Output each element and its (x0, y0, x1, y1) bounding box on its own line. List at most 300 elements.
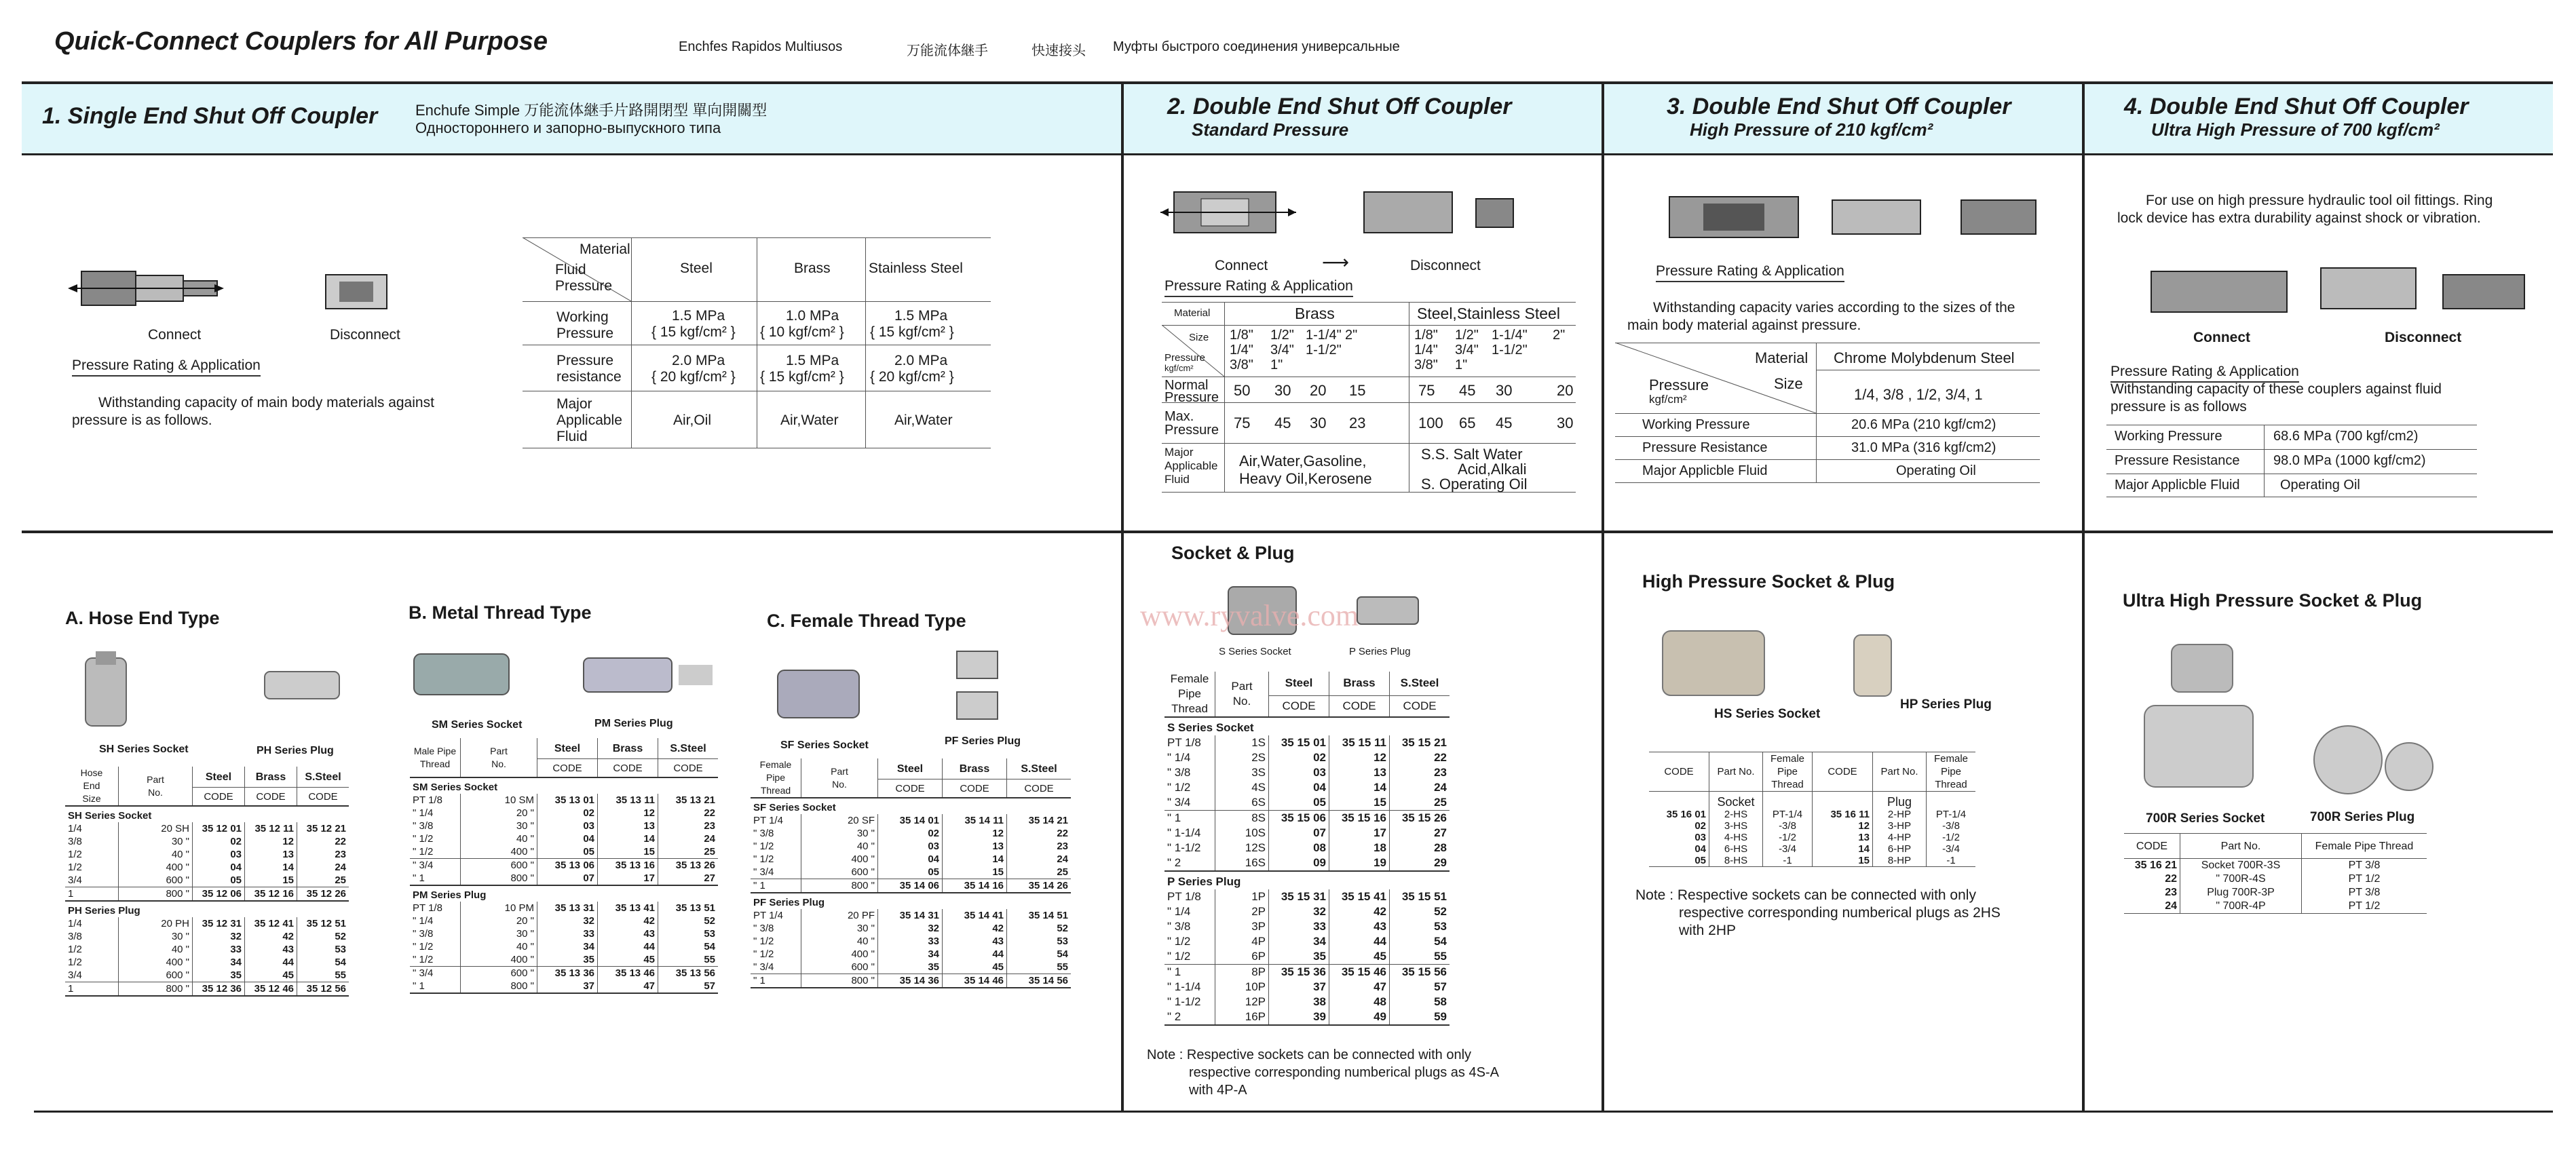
table-cell: 35 (878, 961, 943, 974)
s2-normal-value: 30 (1496, 382, 1513, 399)
table-row (1649, 820, 1975, 832)
table-cell: 1/2 (68, 944, 82, 955)
table-cell: 28 (1390, 841, 1450, 855)
table-cell: 34 (878, 948, 943, 961)
table-cell: 54 (658, 940, 719, 953)
table-cell: 35 15 56 (1390, 965, 1450, 980)
table-cell: " 2 (1167, 1010, 1181, 1023)
s1-val: 2.0 MPa (672, 353, 725, 368)
s2-size-cell: 1/8" (1414, 328, 1438, 343)
s4-text-4: pressure is as follows (2110, 399, 2247, 415)
s1-val: Air,Oil (673, 412, 712, 428)
table-cell: 57 (658, 980, 719, 993)
table-cell: 35 13 41 (598, 902, 658, 914)
s2-size-cell: 1" (1455, 358, 1468, 372)
s2-th-size: Size (1189, 332, 1209, 343)
table-cell: 35 14 41 (943, 909, 1007, 922)
table-cell: 800 " (801, 879, 878, 893)
th-code: CODE (1269, 695, 1329, 717)
table-cell: 03 (1269, 765, 1329, 780)
table-row (410, 967, 718, 980)
table-cell: " 1/2 (413, 954, 434, 965)
s2-th-steel: Steel,Stainless Steel (1417, 305, 1560, 322)
table-row (65, 930, 349, 943)
table-row (65, 861, 349, 874)
table-cell: 32 (537, 914, 598, 927)
lang-japanese: 万能流体継手 (907, 43, 988, 58)
table-section-label: PM Series Plug (410, 885, 718, 902)
s1-pressure-text-1: Withstanding capacity of main body materials against (98, 395, 434, 410)
table-cell: 16S (1215, 855, 1269, 871)
s1-row-major-1: Major (556, 396, 592, 412)
table-cell: " 1/2 (413, 846, 434, 858)
table-cell: 600 " (461, 967, 537, 980)
lang-chinese: 快速接头 (1031, 43, 1086, 58)
table-cell: 1S (1215, 735, 1269, 750)
table-row (65, 943, 349, 956)
table-row (1649, 843, 1975, 855)
table-cell: 33 (537, 927, 598, 940)
table-row (1649, 809, 1975, 820)
table-cell: 42 (598, 914, 658, 927)
s3-th-unit: kgf/cm² (1649, 393, 1687, 406)
table-cell: " 3/4 (753, 866, 774, 878)
divider-bottom (34, 1111, 2553, 1113)
table-cell: " 1/2 (1167, 935, 1191, 948)
table-cell: 14 (1329, 780, 1390, 795)
s2-max-value: 30 (1557, 415, 1574, 431)
table-cell: 12 (245, 835, 297, 848)
table-cell: 400 " (119, 861, 193, 874)
table-cell: 6P (1215, 949, 1269, 965)
table-cell: 35 16 21 (2134, 860, 2177, 871)
table-cell: 13 (1329, 765, 1390, 780)
table-row (410, 914, 718, 927)
table-cell: 47 (598, 980, 658, 993)
table-cell: 34 (193, 956, 245, 969)
table-cell: " 700R-4P (2180, 900, 2302, 914)
table-cell: 12P (1215, 995, 1269, 1009)
s3-coupler-illustration (1663, 183, 2043, 251)
table-cell: " 3/8 (753, 923, 774, 934)
table-cell: " 3/8 (413, 928, 434, 940)
table-cell: 35 13 36 (537, 967, 598, 980)
table-section-label: PF Series Plug (751, 893, 1071, 909)
table-cell: PT 3/8 (2302, 859, 2427, 873)
s1-row-resist-2: resistance (556, 369, 622, 385)
s2-size-cell: 1/4" (1414, 343, 1438, 358)
table-row (751, 879, 1071, 893)
hp-plug-image (1846, 628, 1900, 703)
s3-th-material: Material (1755, 349, 1808, 366)
table-cell: 14 (1813, 843, 1873, 855)
table-cell: 20 SH (119, 822, 193, 835)
table-cell: 400 " (119, 956, 193, 969)
table-cell: " 3/4 (753, 961, 774, 973)
table-cell: 48 (1329, 995, 1390, 1009)
table-cell: 400 " (461, 845, 537, 859)
table-cell: PT-1/4 (1763, 809, 1813, 820)
table-cell: 43 (245, 943, 297, 956)
s3-pressure-rating-heading: Pressure Rating & Application (1656, 263, 1844, 282)
table-cell: " 1/2 (753, 853, 774, 865)
s1-subtitle-2: Одностороннего и запорно-выпускного типа (415, 119, 721, 136)
table-row (1164, 995, 1450, 1009)
table-cell: 24 (658, 832, 719, 845)
table-cell: 600 " (461, 859, 537, 872)
table-cell: " 1 (751, 879, 801, 893)
s2-brass-fluid: Heavy Oil,Kerosene (1239, 470, 1372, 487)
hp-note-2: respective corresponding numberical plugs as 2HS (1679, 905, 2001, 921)
s3-text-2: main body material against pressure. (1627, 317, 1861, 333)
table-cell: 1/2 (68, 862, 82, 873)
s2-size-cell: 3/8" (1414, 358, 1438, 372)
table-cell: 45 (943, 961, 1007, 974)
table-cell: 12 (598, 807, 658, 820)
table-cell: 23 (2165, 887, 2177, 898)
table-cell: 45 (245, 969, 297, 982)
table-cell: 35 16 01 (1666, 809, 1706, 820)
s2-max-value: 75 (1234, 415, 1251, 431)
table-cell: 35 15 51 (1390, 889, 1450, 904)
s2-subtitle: Standard Pressure (1192, 119, 1349, 140)
table-row (1164, 841, 1450, 855)
table-cell: PT-1/4 (1927, 809, 1976, 820)
p-plug-label: P Series Plug (1349, 646, 1411, 657)
table-cell: 35 15 21 (1390, 735, 1450, 750)
700r-socket-label: 700R Series Socket (2146, 811, 2265, 826)
table-cell: 02 (878, 827, 943, 840)
sm-socket-label: SM Series Socket (432, 719, 523, 731)
s2-max-value: 100 (1418, 415, 1443, 431)
s4-text-2: lock device has extra durability against shock or vibration. (2117, 210, 2481, 226)
table-cell: 58 (1390, 995, 1450, 1009)
hp-group-label (1927, 792, 1976, 809)
s2-max-value: 45 (1496, 415, 1513, 431)
table-cell: PT 1/2 (2302, 900, 2427, 914)
table-section-label: SH Series Socket (65, 806, 349, 822)
table-cell: 35 12 01 (193, 822, 245, 835)
table-cell: 34 (537, 940, 598, 953)
th-thread: Female Pipe Thread (759, 759, 792, 796)
table-cell: 3P (1215, 919, 1269, 934)
table-row (2124, 886, 2427, 900)
table-row (751, 948, 1071, 961)
part-table (65, 767, 349, 998)
sh-socket-label: SH Series Socket (99, 744, 189, 755)
uhp-th: Part No. (2180, 834, 2302, 859)
table-row (410, 927, 718, 940)
s2-major-label: Applicable (1164, 459, 1218, 472)
table-cell: 04 (537, 832, 598, 845)
table-cell: 38 (1269, 995, 1329, 1009)
table-row (65, 848, 349, 861)
table-cell: 400 " (801, 948, 878, 961)
s3-title: 3. Double End Shut Off Coupler (1667, 94, 2011, 119)
table-row (410, 872, 718, 885)
table-cell: 53 (297, 943, 349, 956)
table-cell: 35 12 46 (245, 982, 297, 997)
s2-size-cell: 3/4" (1455, 343, 1479, 358)
hp-th: Part No. (1873, 752, 1927, 792)
th-code: CODE (537, 759, 598, 778)
table-cell: 4P (1215, 934, 1269, 949)
table-cell: 1/2 (68, 849, 82, 860)
table-row (65, 835, 349, 848)
table-cell: 52 (1390, 904, 1450, 919)
s2-disconnect-illustration (1357, 182, 1520, 243)
s4-title: 4. Double End Shut Off Coupler (2124, 94, 2469, 119)
table-cell: 2-HP (1873, 809, 1927, 820)
s2-normal-label: Pressure (1164, 390, 1219, 405)
table-cell: " 1 (1164, 811, 1215, 826)
s2-size-cell: 1-1/2" (1306, 343, 1342, 358)
table-cell: 54 (1390, 934, 1450, 949)
table-cell: 44 (245, 956, 297, 969)
table-cell: 4-HS (1709, 832, 1763, 843)
table-cell: " 1/4 (413, 807, 434, 819)
table-cell: " 3/8 (413, 820, 434, 832)
table-cell: 35 (1269, 949, 1329, 965)
uhp-th: Female Pipe Thread (2302, 834, 2427, 859)
s4-text-3: Withstanding capacity of these couplers against fluid (2110, 381, 2442, 397)
table-cell: 33 (878, 935, 943, 948)
table-cell: 03 (193, 848, 245, 861)
s2-steel-fluid: Acid,Alkali (1458, 461, 1527, 478)
table-cell: 1P (1215, 889, 1269, 904)
table-cell: 05 (193, 874, 245, 887)
table-cell: 25 (1007, 866, 1072, 879)
table-cell: 55 (1007, 961, 1072, 974)
table-cell: 20 " (461, 914, 537, 927)
table-cell: 35 12 16 (245, 887, 297, 902)
hp-plug-label: HP Series Plug (1900, 697, 1992, 712)
table-row (1164, 750, 1450, 765)
table-cell: " 1-1/4 (1167, 826, 1201, 839)
th-code: CODE (658, 759, 719, 778)
table-cell: " 1 (413, 980, 425, 992)
table-cell: PT 1/8 (1167, 736, 1201, 749)
table-cell: 49 (1329, 1009, 1390, 1025)
table-cell: PT 1/2 (2302, 872, 2427, 886)
th-partno: Part No. (801, 758, 878, 798)
hose-end-table (65, 767, 349, 998)
table-row (1164, 811, 1450, 826)
table-row (1164, 765, 1450, 780)
table-cell: 04 (1269, 780, 1329, 795)
table-cell: 23 (297, 848, 349, 861)
s1-row-major-2: Applicable (556, 412, 622, 428)
hs-socket-label: HS Series Socket (1714, 707, 1821, 721)
divider-col2 (1602, 81, 1604, 1113)
table-cell: 53 (658, 927, 719, 940)
table-cell: 35 15 01 (1269, 735, 1329, 750)
table-cell: " 1/4 (1167, 751, 1191, 764)
table-cell: 6-HP (1873, 843, 1927, 855)
table-row (751, 974, 1071, 988)
divider-header-bottom (22, 153, 2553, 155)
table-cell: 1/2 (68, 957, 82, 968)
table-row (65, 982, 349, 997)
table-cell: 35 14 36 (878, 974, 943, 988)
s3-row-label: Pressure Resistance (1642, 440, 1768, 455)
s2-title: 2. Double End Shut Off Coupler (1167, 94, 1512, 119)
table-cell: 43 (943, 935, 1007, 948)
table-cell: 1/4 (68, 823, 82, 834)
table-cell: PT 1/4 (753, 815, 783, 826)
table-cell: 6-HS (1709, 843, 1763, 855)
table-cell: -1/2 (1927, 832, 1976, 843)
s2-size-cell: 2" (1553, 328, 1566, 343)
table-cell: " 1/2 (1167, 950, 1191, 963)
table-cell: 600 " (119, 969, 193, 982)
s1-th-pressure: Pressure (555, 278, 613, 294)
table-cell: 35 13 26 (658, 859, 719, 872)
sp-title: Socket & Plug (1171, 543, 1295, 563)
table-cell: 2P (1215, 904, 1269, 919)
table-cell: 37 (1269, 980, 1329, 995)
table-cell: 02 (537, 807, 598, 820)
s2-size-cell: 1-1/4" (1306, 328, 1342, 343)
th-code: CODE (1007, 779, 1072, 798)
table-cell: 40 " (119, 848, 193, 861)
table-cell: 600 " (801, 866, 878, 879)
table-cell: 800 " (119, 982, 193, 997)
s4-row-value: Operating Oil (2280, 478, 2360, 493)
table-cell: 54 (297, 956, 349, 969)
table-row (1649, 832, 1975, 843)
table-row (65, 917, 349, 930)
th-code: CODE (297, 788, 349, 807)
s3-row-value: 20.6 MPa (210 kgf/cm2) (1851, 417, 1996, 432)
table-cell: " 3/4 (1167, 796, 1191, 809)
th-thread: Hose End Size (80, 767, 103, 804)
table-cell: 4S (1215, 780, 1269, 795)
table-cell: 35 14 16 (943, 879, 1007, 893)
th-code: CODE (193, 788, 245, 807)
table-cell: 40 " (461, 832, 537, 845)
table-cell: " 1-1/4 (1167, 980, 1201, 993)
hp-title: High Pressure Socket & Plug (1642, 571, 1895, 592)
table-cell: 04 (1694, 843, 1706, 855)
s1-row-resist-1: Pressure (556, 353, 614, 368)
s4-disconnect-label: Disconnect (2385, 330, 2462, 345)
s4-row-label: Pressure Resistance (2115, 453, 2240, 468)
th-material: Brass (245, 767, 297, 788)
table-cell: 35 15 46 (1329, 965, 1390, 980)
s2-normal-value: 45 (1459, 382, 1476, 399)
table-row (65, 969, 349, 982)
hp-th: CODE (1649, 752, 1709, 792)
s2-normal-value: 20 (1310, 382, 1327, 399)
table-section-label: SM Series Socket (410, 777, 718, 794)
table-cell: 35 12 36 (193, 982, 245, 997)
table-cell: 35 15 26 (1390, 811, 1450, 826)
table-row (65, 822, 349, 835)
table-cell: 16P (1215, 1009, 1269, 1025)
s3-row-label: Major Applicble Fluid (1642, 463, 1768, 478)
table-cell: 800 " (119, 887, 193, 902)
table-cell: 45 (1329, 949, 1390, 965)
table-cell: 35 15 16 (1329, 811, 1390, 826)
table-cell: 13 (245, 848, 297, 861)
th-code: CODE (943, 779, 1007, 798)
table-cell: 23 (658, 820, 719, 832)
table-cell: 33 (193, 943, 245, 956)
hp-th: Female Pipe Thread (1927, 752, 1976, 792)
table-cell: 4-HP (1873, 832, 1927, 843)
th-material: S.Steel (297, 767, 349, 788)
s4-pressure-rating-heading: Pressure Rating & Application (2110, 364, 2299, 383)
table-cell: 44 (1329, 934, 1390, 949)
table-cell: 40 " (801, 935, 878, 948)
s2-normal-value: 50 (1234, 382, 1251, 399)
table-cell: PT 1/8 (413, 902, 442, 914)
table-cell: 20 " (461, 807, 537, 820)
table-cell: 35 13 56 (658, 967, 719, 980)
table-cell: 40 " (119, 943, 193, 956)
table-cell: " 1/2 (753, 841, 774, 852)
table-cell: 35 13 46 (598, 967, 658, 980)
table-cell: 27 (1390, 826, 1450, 841)
table-cell: 35 15 31 (1269, 889, 1329, 904)
s2-th-pressure: Pressure (1164, 352, 1206, 364)
table-cell: 23 (1007, 840, 1072, 853)
table-cell: -3/4 (1927, 843, 1976, 855)
table-cell: 35 13 06 (537, 859, 598, 872)
divider-col3 (2082, 81, 2085, 1113)
th-code: CODE (598, 759, 658, 778)
table-cell: 04 (193, 861, 245, 874)
s2-steel-fluid: S.S. Salt Water (1421, 446, 1523, 463)
table-cell: 35 13 01 (537, 794, 598, 807)
table-cell: 30 " (119, 835, 193, 848)
table-cell: " 3/8 (1167, 920, 1191, 933)
table-cell: 24 (2165, 900, 2177, 912)
table-cell: 35 12 41 (245, 917, 297, 930)
table-cell: 35 13 16 (598, 859, 658, 872)
table-cell: 03 (1694, 832, 1706, 843)
table-cell: 20 PF (801, 909, 878, 922)
table-cell: 25 (658, 845, 719, 859)
s1-th-steel: Steel (680, 261, 713, 276)
s3-text-1: Withstanding capacity varies according to the sizes of the (1653, 300, 2015, 315)
s4-row-label: Working Pressure (2115, 429, 2222, 444)
table-row (751, 961, 1071, 974)
s3-th-size: Size (1774, 375, 1803, 392)
s4-row-value: 98.0 MPa (1000 kgf/cm2) (2273, 453, 2426, 468)
table-cell: " 1 (751, 974, 801, 988)
table-row (1164, 919, 1450, 934)
s2-th-brass: Brass (1295, 305, 1335, 322)
s2-size-cell: 1" (1270, 358, 1283, 372)
table-cell: 34 (1269, 934, 1329, 949)
table-cell: 15 (598, 845, 658, 859)
table-cell: 08 (1269, 841, 1329, 855)
table-cell: " 1/4 (1167, 905, 1191, 918)
table-cell: 35 14 31 (878, 909, 943, 922)
hp-group-label: Socket (1709, 792, 1763, 809)
s2-th-material: Material (1174, 307, 1211, 319)
table-cell: 52 (1007, 922, 1072, 935)
table-cell: " 3/8 (753, 828, 774, 839)
table-cell: 25 (1390, 795, 1450, 811)
female-thread-table (751, 758, 1071, 990)
s2-size-cell: 1-1/4" (1492, 328, 1528, 343)
s1-disconnect-illustration (319, 261, 400, 322)
s3-row-value: Operating Oil (1896, 463, 1976, 478)
hs-socket-image (1656, 624, 1771, 706)
